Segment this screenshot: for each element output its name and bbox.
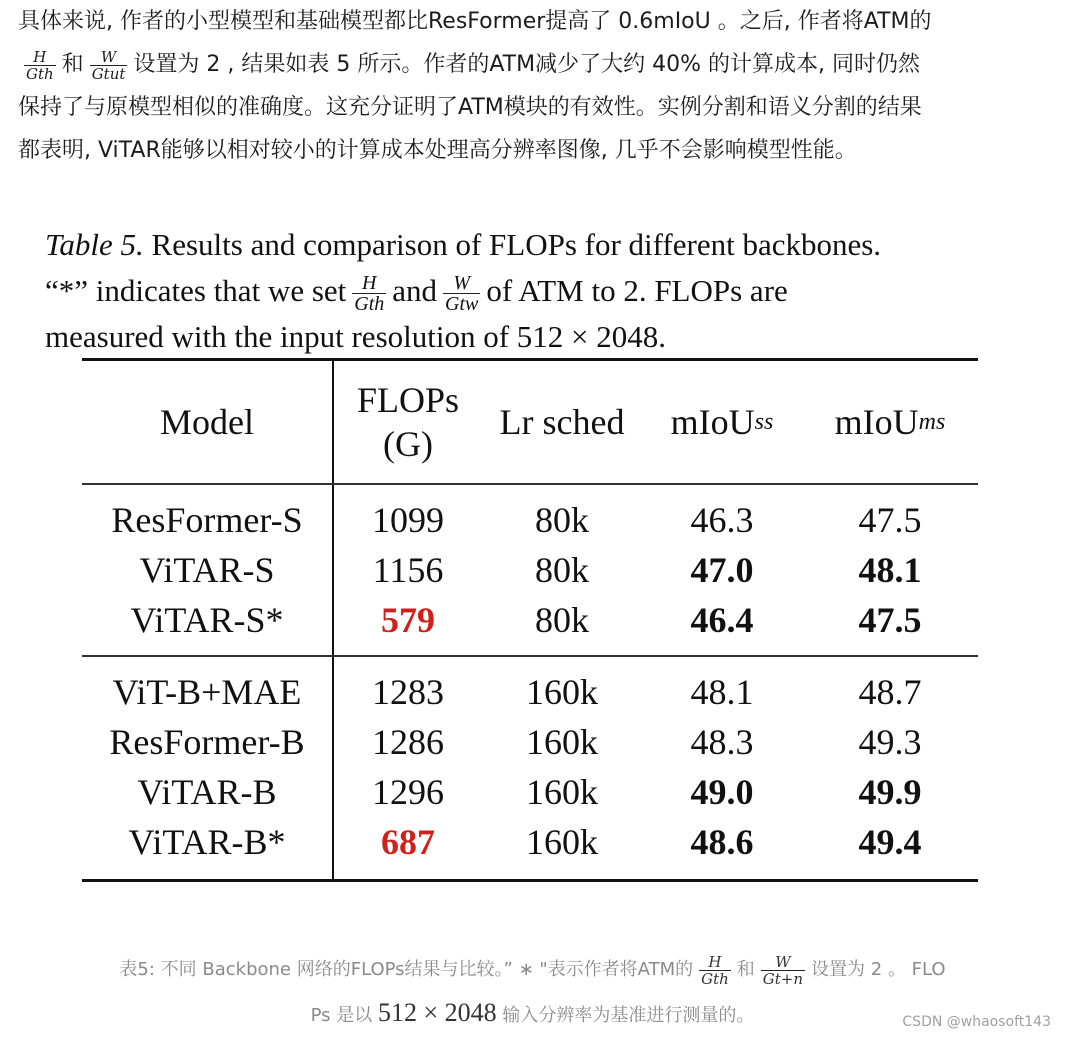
caption-label: Table 5.	[45, 227, 144, 262]
paragraph-line-1: 具体来说, 作者的小型模型和基础模型都比ResFormer提高了 0.6mIoU 。之后, 作者将ATM的	[18, 9, 932, 34]
table-row: ViTAR-B 1296 160k 49.0 49.9	[82, 767, 978, 817]
bottom-fraction-h: $\frac{H}{\text{Gth}}$	[701, 952, 729, 988]
table-row: ResFormer-B 1286 160k 48.3 49.3	[82, 717, 978, 767]
header-model: Model	[160, 402, 254, 442]
paragraph-line-4: 都表明, ViTAR能够以相对较小的计算成本处理高分辨率图像, 几乎不会影响模型性能。	[18, 138, 857, 163]
table-row: ViTAR-B* 687 160k 48.6 49.4	[82, 817, 978, 867]
intro-paragraph	[18, 0, 1058, 172]
table-caption: Table 5. Results and comparison of FLOPs for different backbones. “*” indicates that we set $\frac{H}{\text{Gth}}$ and $\frac{W}{\text{Gtw}}$ of ATM to 2. FLOPs are measured with the input resolution of 512 × 2048.	[45, 227, 882, 354]
bottom-fraction-w: $\frac{W}{Gt+n}$	[762, 952, 804, 988]
highlighted-flops: 687	[381, 822, 435, 862]
highlighted-flops: 579	[381, 600, 435, 640]
fraction-h-gth: $\frac{H}{\text{Gth}}$	[26, 47, 54, 83]
table-row: ViTAR-S 1156 80k 47.0 48.1	[82, 545, 978, 595]
header-lr-sched: Lr sched	[499, 402, 625, 442]
header-flops: FLOPs (G)	[356, 380, 460, 464]
watermark: CSDN @whaosoft143	[902, 1014, 1051, 1030]
table-row: ResFormer-S 1099 80k 46.3 47.5	[82, 495, 978, 545]
table-row: ViTAR-S* 579 80k 46.4 47.5	[82, 595, 978, 645]
table-header	[82, 361, 978, 483]
results-table	[82, 358, 978, 882]
header-miou-ss: mIoU ss	[670, 402, 774, 442]
caption-fraction-w: $\frac{W}{\text{Gtw}}$	[445, 272, 479, 316]
table-row: ViT-B+MAE 1283 160k 48.1 48.7	[82, 667, 978, 717]
header-miou-ms: mIoU ms	[834, 402, 946, 442]
caption-fraction-h: $\frac{H}{\text{Gth}}$	[354, 272, 385, 316]
fraction-w-gtut: $\frac{W}{\text{Gtut}}$	[91, 47, 126, 83]
paragraph-line-3: 保持了与原模型相似的准确度。这充分证明了ATM模块的有效性。实例分割和语义分割的结果	[18, 95, 922, 120]
table-bottom-rule	[82, 879, 978, 882]
translated-caption: 表5: 不同 Backbone 网络的FLOPs结果与比较。” ∗ "表示作者将ATM的 $\frac{H}{\text{Gth}}$ 和 $\frac{W}{Gt+n}$ 设置为 2 。 FLO Ps 是以 512 × 2048 输入分辨率为基准进行测量的。	[119, 952, 946, 1027]
paragraph-line-2: $\frac{H}{\text{Gth}}$ 和 $\frac{W}{\text{Gtut}}$ 设置为 2 , 结果如表 5 所示。作者的ATM减少了大约 40% 的计算成本, 同时仍然	[26, 47, 920, 83]
